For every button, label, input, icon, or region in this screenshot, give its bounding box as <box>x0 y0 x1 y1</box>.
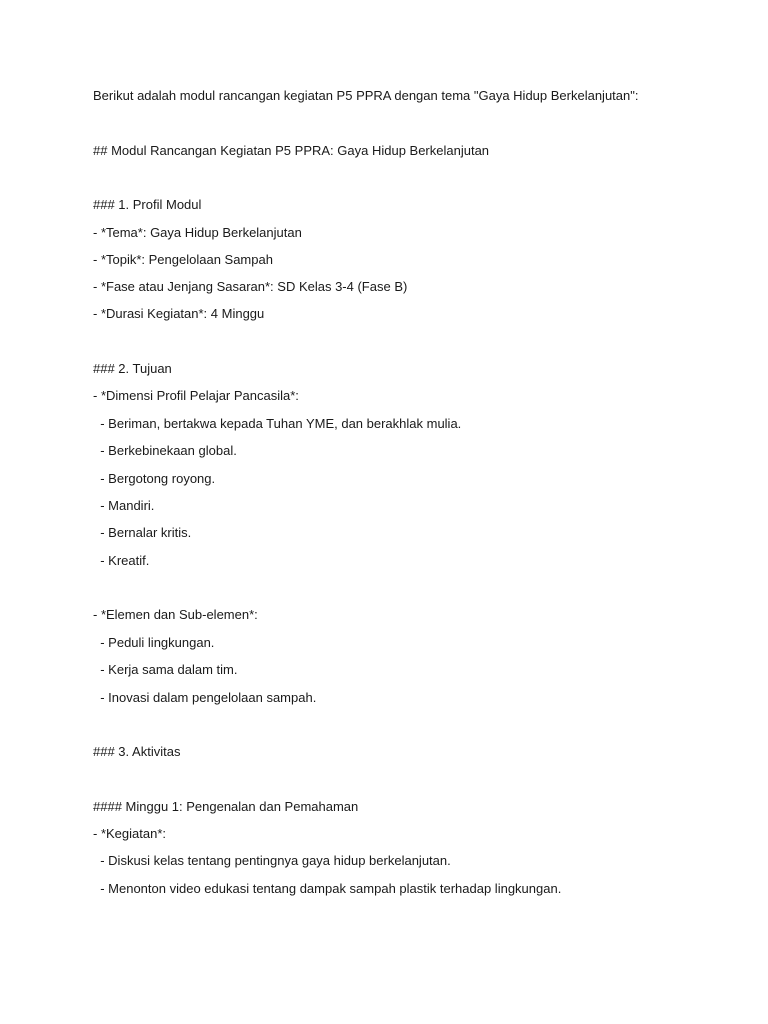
profile-item-topic: - *Topik*: Pengelolaan Sampah <box>93 252 273 267</box>
dimension-item: - Berkebinekaan global. <box>93 443 237 458</box>
activity-item: - Menonton video edukasi tentang dampak sampah plastik terhadap lingkungan. <box>93 881 562 896</box>
intro-text: Berikut adalah modul rancangan kegiatan P5 PPRA dengan tema "Gaya Hidup Berkelanjutan": <box>93 88 639 103</box>
elements-label: - *Elemen dan Sub-elemen*: <box>93 607 258 622</box>
element-item: - Kerja sama dalam tim. <box>93 662 238 677</box>
element-item: - Inovasi dalam pengelolaan sampah. <box>93 690 317 705</box>
dimension-item: - Bernalar kritis. <box>93 525 192 540</box>
element-item: - Peduli lingkungan. <box>93 635 215 650</box>
profile-item-duration: - *Durasi Kegiatan*: 4 Minggu <box>93 306 265 321</box>
dimension-item: - Mandiri. <box>93 498 155 513</box>
section-heading-profile: ### 1. Profil Modul <box>93 197 202 212</box>
profile-item-phase: - *Fase atau Jenjang Sasaran*: SD Kelas 3-4 (Fase B) <box>93 279 408 294</box>
goals-dimension-label: - *Dimensi Profil Pelajar Pancasila*: <box>93 388 299 403</box>
module-heading: ## Modul Rancangan Kegiatan P5 PPRA: Gaya Hidup Berkelanjutan <box>93 143 490 158</box>
section-heading-goals: ### 2. Tujuan <box>93 361 172 376</box>
week-1-heading: #### Minggu 1: Pengenalan dan Pemahaman <box>93 799 359 814</box>
activity-label: - *Kegiatan*: <box>93 826 166 841</box>
dimension-item: - Kreatif. <box>93 553 150 568</box>
dimension-item: - Beriman, bertakwa kepada Tuhan YME, dan berakhlak mulia. <box>93 416 462 431</box>
dimension-item: - Bergotong royong. <box>93 471 216 486</box>
activity-item: - Diskusi kelas tentang pentingnya gaya hidup berkelanjutan. <box>93 853 451 868</box>
profile-item-theme: - *Tema*: Gaya Hidup Berkelanjutan <box>93 225 302 240</box>
section-heading-activity: ### 3. Aktivitas <box>93 744 181 759</box>
